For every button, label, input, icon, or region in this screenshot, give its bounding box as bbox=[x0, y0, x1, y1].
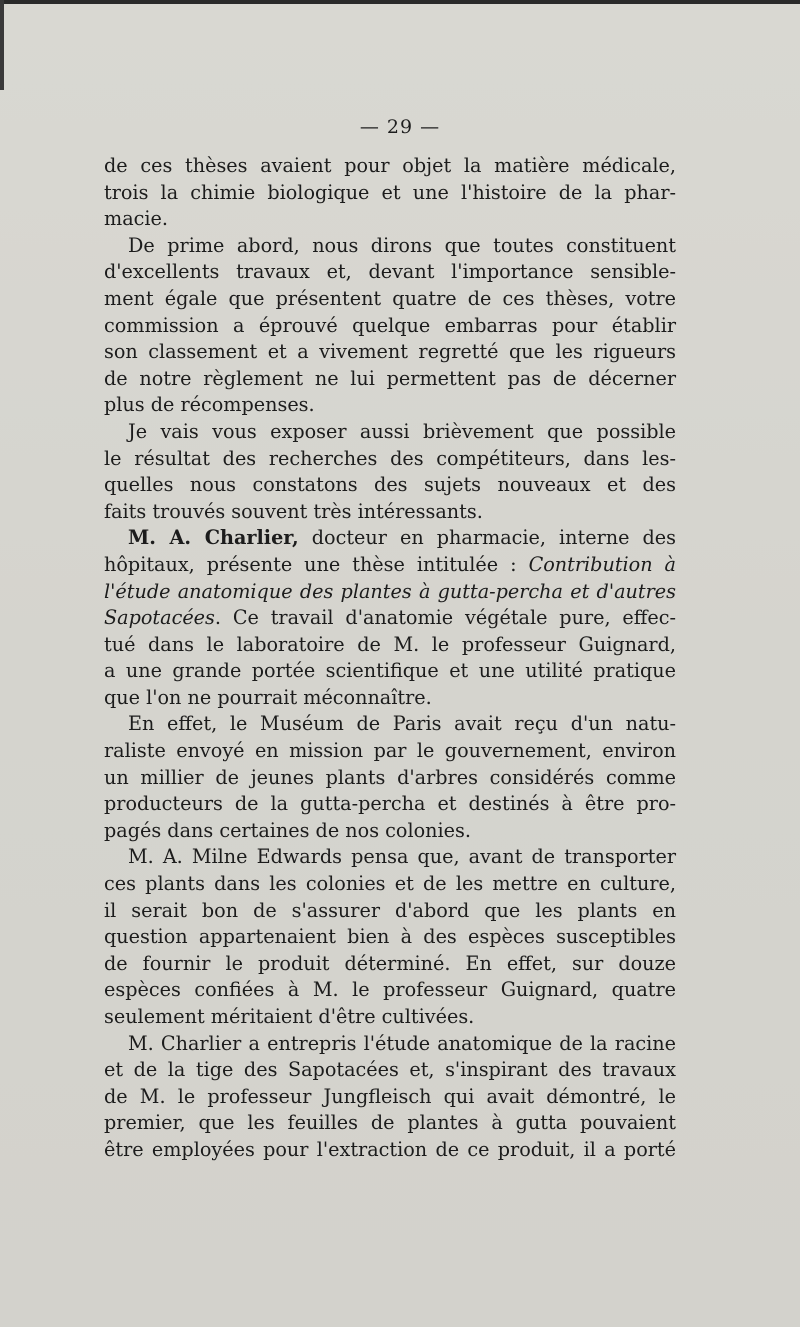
text-line: faits trouvés souvent très intéressants. bbox=[104, 499, 483, 523]
text-line: de M. le professeur Jungfleisch qui avait démontré, le bbox=[104, 1084, 676, 1108]
thesis-title: Sapotacées bbox=[104, 606, 215, 630]
text-line: espèces confiées à M. le professeur Guignard, quatre bbox=[104, 978, 676, 1002]
thesis-title-line: l'étude anatomique des plantes à gutta-percha et d'autres bbox=[104, 579, 676, 603]
text-line: de fournir le produit déterminé. En effet, sur douze bbox=[104, 951, 676, 975]
text-line: trois la chimie biologique et une l'histoire de la phar- bbox=[104, 180, 676, 204]
text-line bbox=[104, 605, 676, 632]
text-line: En effet, le Muséum de Paris avait reçu d'un natu- bbox=[128, 712, 676, 736]
text-line: ment égale que présentent quatre de ces thèses, votre bbox=[104, 286, 676, 310]
text-line: M. Charlier a entrepris l'étude anatomique de la racine bbox=[128, 1031, 676, 1055]
author-name: M. A. Charlier, bbox=[128, 526, 299, 550]
text-run: . Ce travail d'anatomie végétale pure, effec- bbox=[214, 606, 676, 630]
text-run: docteur en pharmacie, interne des bbox=[298, 526, 676, 550]
text-line: et de la tige des Sapotacées et, s'inspirant des travaux bbox=[104, 1058, 676, 1082]
text-line: le résultat des recherches des compétiteurs, dans les- bbox=[104, 446, 676, 470]
text-line: raliste envoyé en mission par le gouvernement, environ bbox=[104, 739, 676, 763]
text-line: commission a éprouvé quelque embarras pour établir bbox=[104, 313, 676, 337]
page-number: — 29 — bbox=[359, 116, 441, 138]
text-line: de ces thèses avaient pour objet la matière médicale, bbox=[104, 154, 676, 177]
text-line: question appartenaient bien à des espèces susceptibles bbox=[104, 925, 676, 949]
text-line: De prime abord, nous dirons que toutes constituent bbox=[128, 233, 676, 257]
body-text bbox=[104, 153, 676, 1164]
text-line: quelles nous constatons des sujets nouveaux et des bbox=[104, 473, 676, 497]
text-line: plus de récompenses. bbox=[104, 393, 315, 417]
text-line: de notre règlement ne lui permettent pas de décerner bbox=[104, 366, 676, 390]
text-line: Je vais vous exposer aussi brièvement que possible bbox=[128, 419, 676, 443]
text-line: a une grande portée scientifique et une utilité pratique bbox=[104, 659, 676, 683]
text-line: seulement méritaient d'être cultivées. bbox=[104, 1005, 475, 1028]
text-line: ces plants dans les colonies et de les mettre en culture, bbox=[104, 872, 676, 896]
text-line: il serait bon de s'assurer d'abord que les plants en bbox=[104, 898, 676, 922]
text-line: pagés dans certaines de nos colonies. bbox=[104, 818, 471, 842]
text-line: que l'on ne pourrait méconnaître. bbox=[104, 685, 432, 709]
scan-top-edge bbox=[0, 0, 800, 4]
text-line: macie. bbox=[104, 207, 168, 231]
scan-left-edge bbox=[0, 0, 4, 90]
text-line: M. A. Milne Edwards pensa que, avant de transporter bbox=[128, 845, 676, 869]
text-line: d'excellents travaux et, devant l'importance sensible- bbox=[104, 260, 676, 284]
text-line: être employées pour l'extraction de ce produit, il a porté bbox=[104, 1137, 676, 1161]
text-line bbox=[104, 525, 676, 552]
thesis-title: Contribution à bbox=[528, 552, 677, 576]
text-run: hôpitaux, présente une thèse intitulée : bbox=[104, 552, 529, 576]
text-line: producteurs de la gutta-percha et destinés à être pro- bbox=[104, 792, 676, 816]
text-line: tué dans le laboratoire de M. le professeur Guignard, bbox=[104, 632, 676, 656]
text-line: premier, que les feuilles de plantes à gutta pouvaient bbox=[104, 1111, 676, 1135]
text-line: son classement et a vivement regretté que les rigueurs bbox=[104, 340, 676, 364]
text-line: un millier de jeunes plants d'arbres considérés comme bbox=[104, 765, 676, 789]
text-line bbox=[104, 552, 676, 579]
